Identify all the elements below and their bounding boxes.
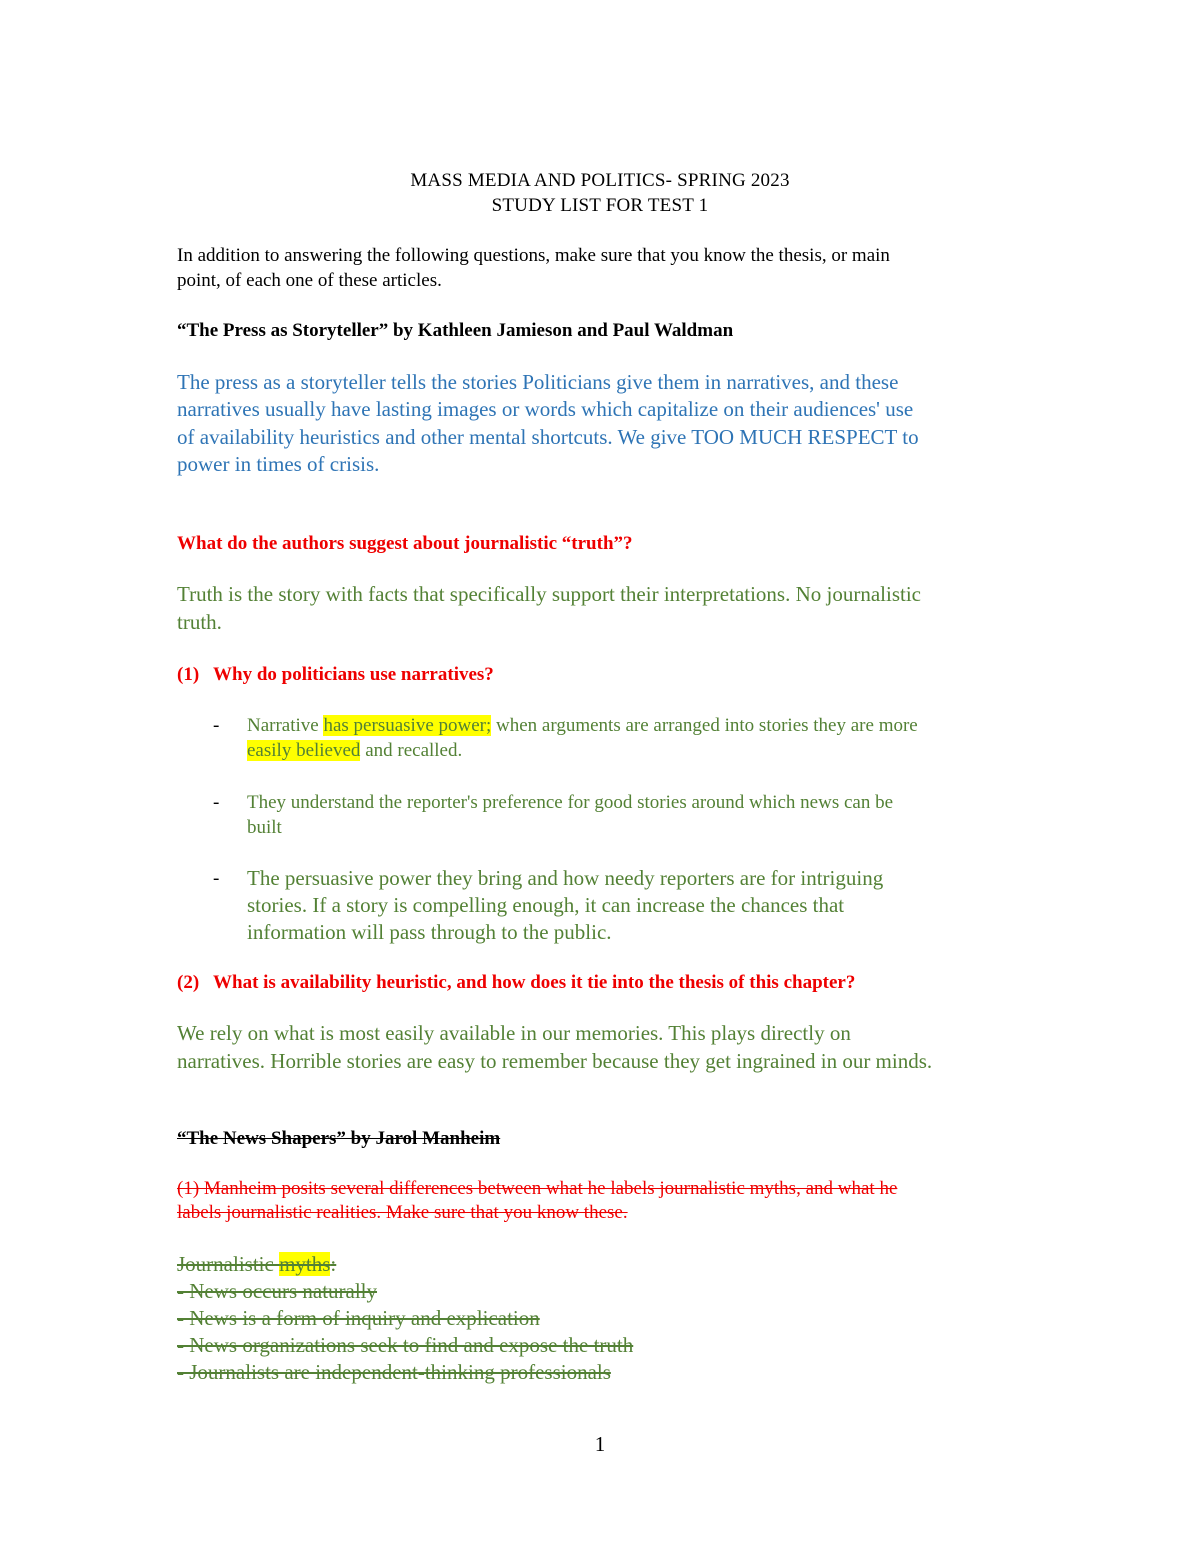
myths-label [177,1252,336,1277]
bullet-3-line-3: information will pass through to the public. [247,920,612,944]
bullet-dash-2: - [213,792,220,813]
question-manheim-line-1: (1) Manheim posits several differences between what he labels journalistic myths, and what he [177,1178,898,1199]
summary-line-1: The press as a storyteller tells the stories Politicians give them in narratives, and these [177,370,899,394]
summary-line-2: narratives usually have lasting images or words which capitalize on their audiences' use [177,397,914,421]
bullet-2-line-2: built [247,817,282,838]
myth-item: - Journalists are independent-thinking professionals [177,1360,611,1384]
bullet-1-line-2 [247,740,462,762]
bullet-1-post: when arguments are arranged into stories they are more [491,715,918,736]
bullet-3-line-2: stories. If a story is compelling enough, it can increase the chances that [247,893,845,917]
question-journalistic-truth: What do the authors suggest about journalistic “truth”? [177,533,633,554]
answer-truth-line-2: truth. [177,610,222,634]
doc-title-line1: MASS MEDIA AND POLITICS- SPRING 2023 [410,170,790,191]
myth-item: - News is a form of inquiry and explication [177,1306,540,1330]
doc-title-line2: STUDY LIST FOR TEST 1 [491,195,709,216]
bullet-1-post2: and recalled. [360,740,463,761]
myths-label-post: : [330,1252,337,1276]
summary-line-3: of availability heuristics and other mental shortcuts. We give TOO MUCH RESPECT to [177,425,919,449]
section-heading-storyteller: “The Press as Storyteller” by Kathleen Jamieson and Paul Waldman [177,320,734,341]
myths-label-pre: Journalistic [177,1252,280,1276]
question-2-number: (2) [177,972,200,993]
question-manheim-line-2: labels journalistic realities. Make sure that you know these. [177,1202,628,1223]
bullet-3-line-1: The persuasive power they bring and how needy reporters are for intriguing [247,866,884,890]
bullet-1-highlight-persuasive: has persuasive power; [323,715,492,736]
intro-line-1: In addition to answering the following questions, make sure that you know the thesis, or main [177,245,890,266]
bullet-dash-3: - [213,868,220,889]
summary-line-4: power in times of crisis. [177,452,380,476]
bullet-dash-1: - [213,715,220,736]
question-1-number: (1) [177,664,200,685]
bullet-2-line-1: They understand the reporter's preference for good stories around which news can be [247,792,894,813]
intro-line-2: point, of each one of these articles. [177,270,442,291]
myth-item: - News occurs naturally [177,1279,378,1303]
bullet-1-line-1 [247,715,918,737]
myths-label-highlight: myths [279,1252,331,1276]
question-1-text: Why do politicians use narratives? [213,664,494,685]
section-heading-news-shapers: “The News Shapers” by Jarol Manheim [177,1128,501,1149]
question-2-text: What is availability heuristic, and how does it tie into the thesis of this chapter? [213,972,856,993]
bullet-1-highlight-believed: easily believed [247,740,361,761]
answer-truth-line-1: Truth is the story with facts that specifically support their interpretations. No journalistic [177,582,922,606]
answer-q2-line-2: narratives. Horrible stories are easy to remember because they get ingrained in our minds. [177,1049,933,1073]
myth-item: - News organizations seek to find and expose the truth [177,1333,634,1357]
page-number: 1 [594,1432,606,1456]
answer-q2-line-1: We rely on what is most easily available in our memories. This plays directly on [177,1021,851,1045]
bullet-1-pre: Narrative [247,715,324,736]
